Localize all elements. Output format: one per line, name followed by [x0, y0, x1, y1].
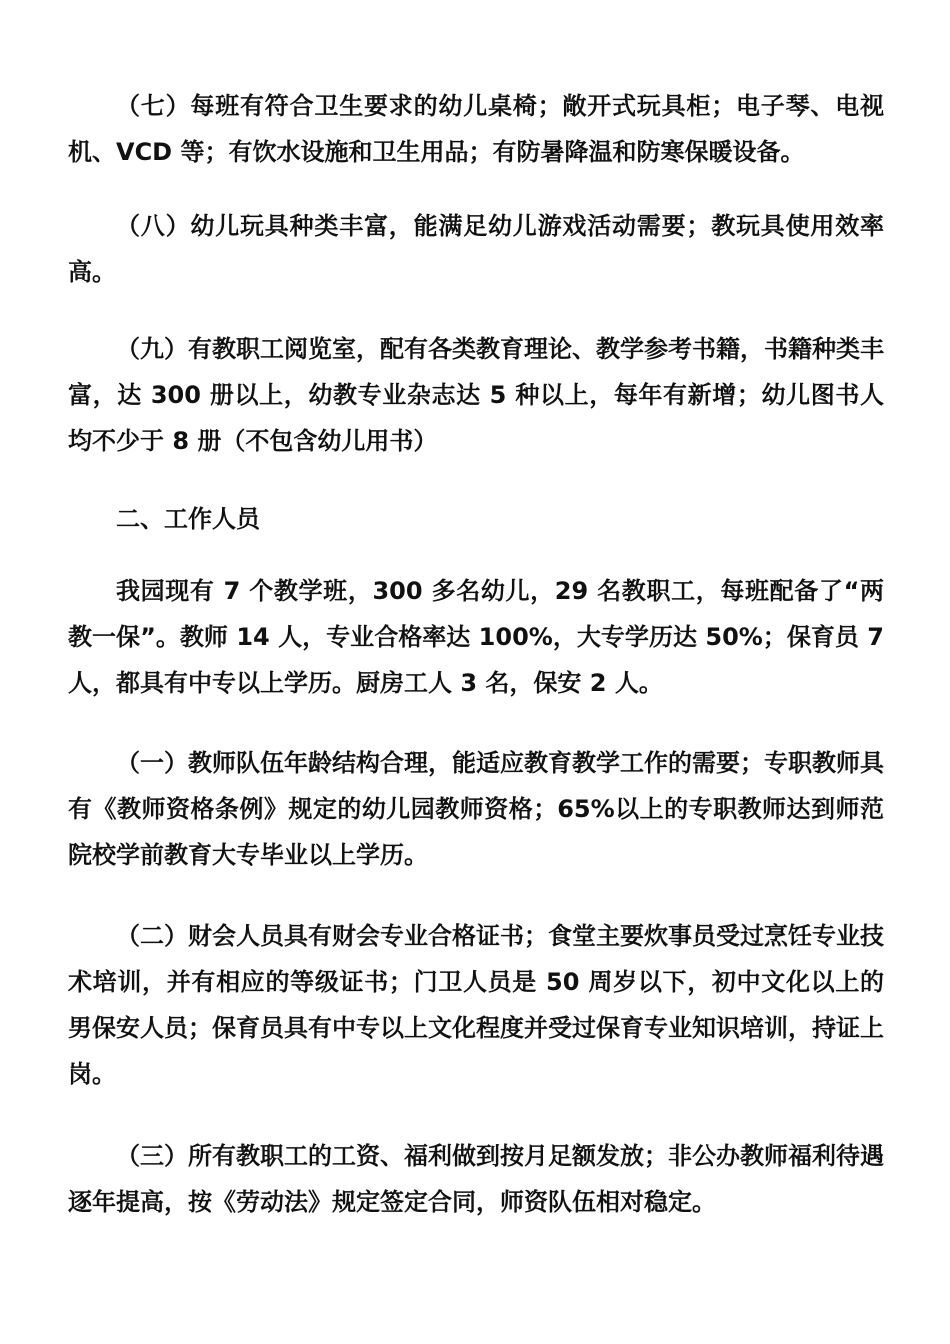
- paragraph-1-teachers: （一）教师队伍年龄结构合理，能适应教育教学工作的需要；专职教师具有《教师资格条例》规定的幼儿园教师资格；65%以上的专职教师达到师范院校学前教育大专毕业以上学历。: [68, 749, 884, 869]
- paragraph-9-reading-room: （九）有教职工阅览室，配有各类教育理论、教学参考书籍，书籍种类丰富，达 300 册以上，幼教专业杂志达 5 种以上，每年有新增；幼儿图书人均不少于 8 册（不包含幼儿用书）: [68, 335, 884, 455]
- paragraph-8-toys: （八）幼儿玩具种类丰富，能满足幼儿游戏活动需要；教玩具使用效率高。: [68, 212, 884, 286]
- paragraph-3-salaries: （三）所有教职工的工资、福利做到按月足额发放；非公办教师福利待遇逐年提高，按《劳动法》规定签定合同，师资队伍相对稳定。: [68, 1142, 884, 1216]
- paragraph-2-support-staff: （二）财会人员具有财会专业合格证书；食堂主要炊事员受过烹饪专业技术培训，并有相应的等级证书；门卫人员是 50 周岁以下，初中文化以上的男保安人员；保育员具有中专以上文化程度并受过保育专业知识培训，持证上岗。: [68, 922, 884, 1088]
- section-heading-staff: 二、工作人员: [116, 505, 260, 533]
- paragraph-staff-overview: 我园现有 7 个教学班，300 多名幼儿，29 名教职工，每班配备了“两教一保”。教师 14 人，专业合格率达 100%，大专学历达 50%；保育员 7 人，都具有中专以上学历。厨房工人 3 名，保安 2 人。: [68, 577, 884, 697]
- paragraph-7-classroom-equipment: （七）每班有符合卫生要求的幼儿桌椅；敞开式玩具柜；电子琴、电视机、VCD 等；有饮水设施和卫生用品；有防暑降温和防寒保暖设备。: [68, 92, 884, 166]
